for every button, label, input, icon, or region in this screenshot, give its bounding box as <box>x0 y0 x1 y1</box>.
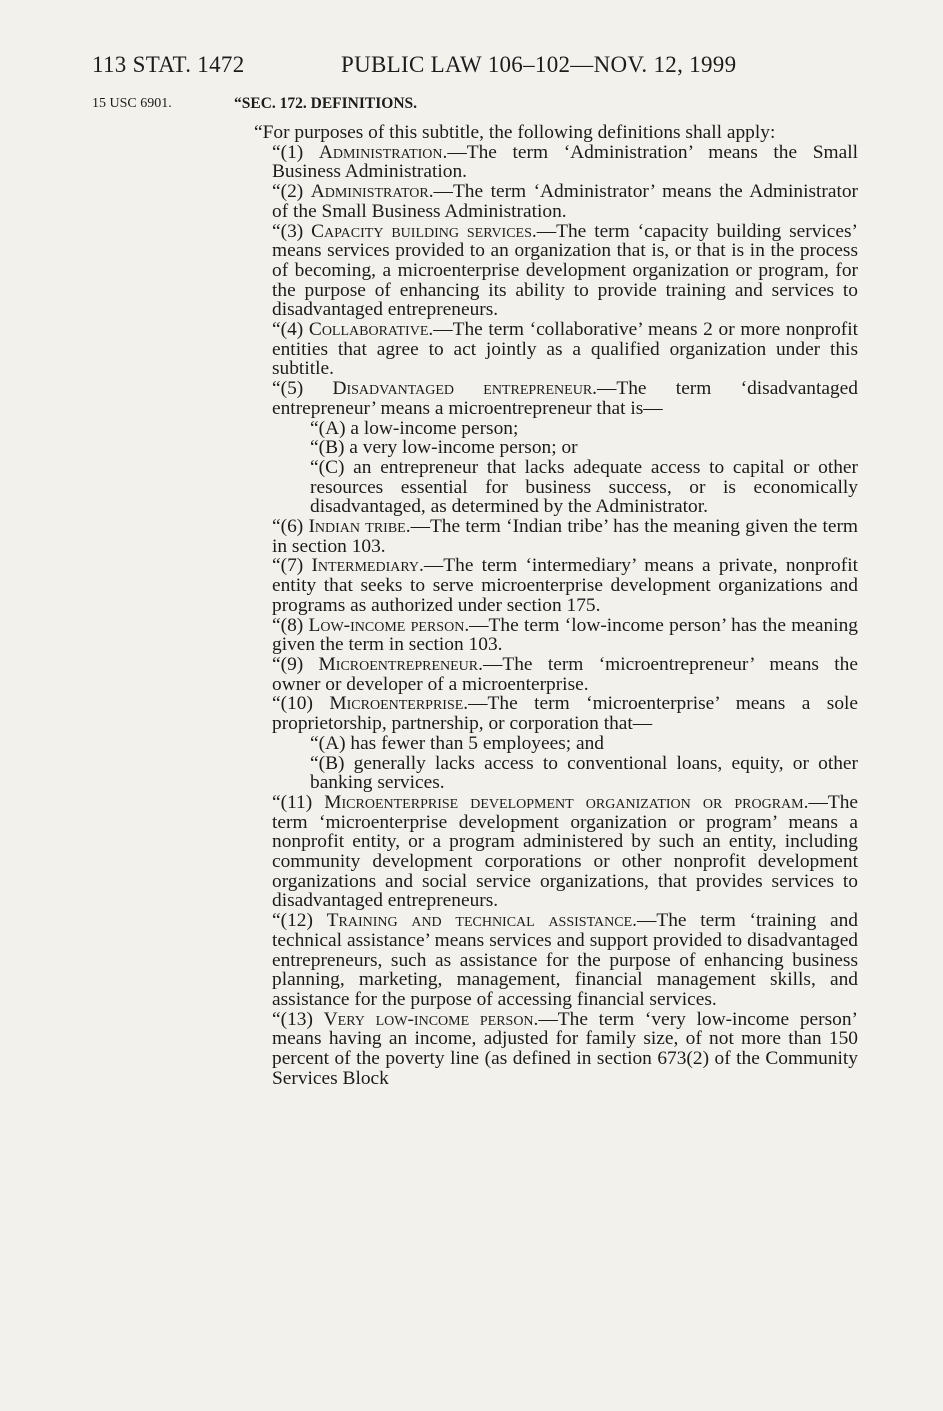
running-header: PUBLIC LAW 106–102—NOV. 12, 1999 <box>341 52 737 77</box>
definition-text: .—The term ‘microenterprise development organization or program’ means a nonprofit entity, or a program administered by such an entity, including community development corporations or other nonprofit development organizations and social service organizations, that provides services to disadvantaged entrepreneurs. <box>272 791 859 912</box>
definition-10 <box>234 694 858 733</box>
definition-number: “(8) <box>272 614 309 636</box>
definition-term: Microentrepreneur <box>318 653 479 675</box>
definition-term: Collaborative <box>308 319 429 341</box>
definition-text: .—The term ‘microentrepreneur’ means the owner or developer of a microenterprise. <box>272 653 858 695</box>
definition-5-item-b: “(B) a very low-income person; or <box>310 437 578 459</box>
definition-term: Microenterprise <box>329 693 464 715</box>
definition-number: “(3) <box>272 220 312 242</box>
definition-number: “(10) <box>272 693 330 715</box>
definition-4 <box>234 320 858 379</box>
definition-5 <box>234 379 858 418</box>
definition-number: “(11) <box>272 791 325 813</box>
definition-number: “(5) <box>272 378 333 400</box>
definition-text: .—The term ‘Indian tribe’ has the meaning given the term in section 103. <box>272 516 858 557</box>
definition-text: .—The term ‘capacity building services’ means services provided to an organization that is, or that is in the process of becoming, a microenterprise development organization or program, for the purpose of enhancing its ability to provide training and services to disadvantaged entrepreneurs. <box>272 220 859 321</box>
definition-10-item-b: “(B) generally lacks access to conventional loans, equity, or other banking services. <box>310 752 858 794</box>
definition-text: .—The term ‘disadvantaged entrepreneur’ means a microentrepreneur that is— <box>272 378 858 419</box>
definition-text: .—The term ‘microenterprise’ means a sole proprietorship, partnership, or corporation that— <box>272 693 859 735</box>
definition-number: “(4) <box>272 319 309 341</box>
definition-term: Training and technical assistance <box>326 910 633 932</box>
definition-term: Capacity building services <box>311 220 532 242</box>
definition-text: .—The term ‘low-income person’ has the meaning given the term in section 103. <box>272 614 858 656</box>
definition-1 <box>234 143 858 182</box>
definition-7 <box>234 556 858 615</box>
definition-term: Low-income person <box>308 614 465 636</box>
definition-number: “(6) <box>272 516 309 538</box>
definition-term: Disadvantaged entrepreneur <box>332 378 593 400</box>
definition-text: .—The term ‘intermediary’ means a private, nonprofit entity that seeks to serve microenterprise development organizations and programs as authorized under section 175. <box>272 555 858 616</box>
definition-term: Very low-income person <box>323 1008 534 1030</box>
definition-10-item-a: “(A) has fewer than 5 employees; and <box>310 732 604 754</box>
definition-11 <box>234 793 858 911</box>
definition-text: .—The term ‘very low-income person’ means having an income, adjusted for family size, of not more than 150 percent of the poverty line (as defined in section 673(2) of the Community Services Block <box>272 1008 859 1089</box>
section-body <box>234 123 858 1088</box>
statute-citation: 113 STAT. 1472 <box>92 52 245 77</box>
definition-text: .—The term ‘Administration’ means the Small Business Administration. <box>272 141 858 183</box>
usc-margin-note: 15 USC 6901. <box>92 96 172 111</box>
definition-3 <box>234 222 858 321</box>
definition-5-item-c: “(C) an entrepreneur that lacks adequate access to capital or other resources essential for business success, or is economically disadvantaged, as determined by the Administrator. <box>310 456 858 518</box>
definition-13 <box>234 1010 858 1089</box>
definition-term: Indian tribe <box>308 516 406 538</box>
definition-5-item-a: “(A) a low-income person; <box>310 417 519 439</box>
definition-8 <box>234 616 858 655</box>
definition-number: “(12) <box>272 910 327 932</box>
definition-number: “(9) <box>272 653 319 675</box>
intro-paragraph: “For purposes of this subtitle, the following definitions shall apply: <box>254 122 776 143</box>
definition-term: Administrator <box>310 181 429 203</box>
definition-text: .—The term ‘Administrator’ means the Administrator of the Small Business Administration. <box>272 181 858 222</box>
definition-term: Microenterprise development organization or program <box>324 791 804 813</box>
definition-number: “(13) <box>272 1008 324 1030</box>
definition-term: Intermediary <box>311 555 420 577</box>
definition-2 <box>234 182 858 221</box>
definition-number: “(7) <box>272 555 312 577</box>
definition-number: “(1) <box>272 141 319 163</box>
definition-6 <box>234 517 858 556</box>
definition-term: Administration <box>318 141 443 163</box>
definition-number: “(2) <box>272 181 311 203</box>
definition-text: .—The term ‘collaborative’ means 2 or more nonprofit entities that agree to act jointly as a qualified organization under this subtitle. <box>272 319 858 380</box>
section-heading: “SEC. 172. DEFINITIONS. <box>234 95 418 112</box>
definition-12 <box>234 911 858 1010</box>
definition-text: .—The term ‘training and technical assistance’ means services and support provided to disadvantaged entrepreneurs, such as assistance for the purpose of enhancing business planning, marketing, management, financial management skills, and assistance for the purpose of accessing financial services. <box>272 910 858 1010</box>
definition-9 <box>234 655 858 694</box>
